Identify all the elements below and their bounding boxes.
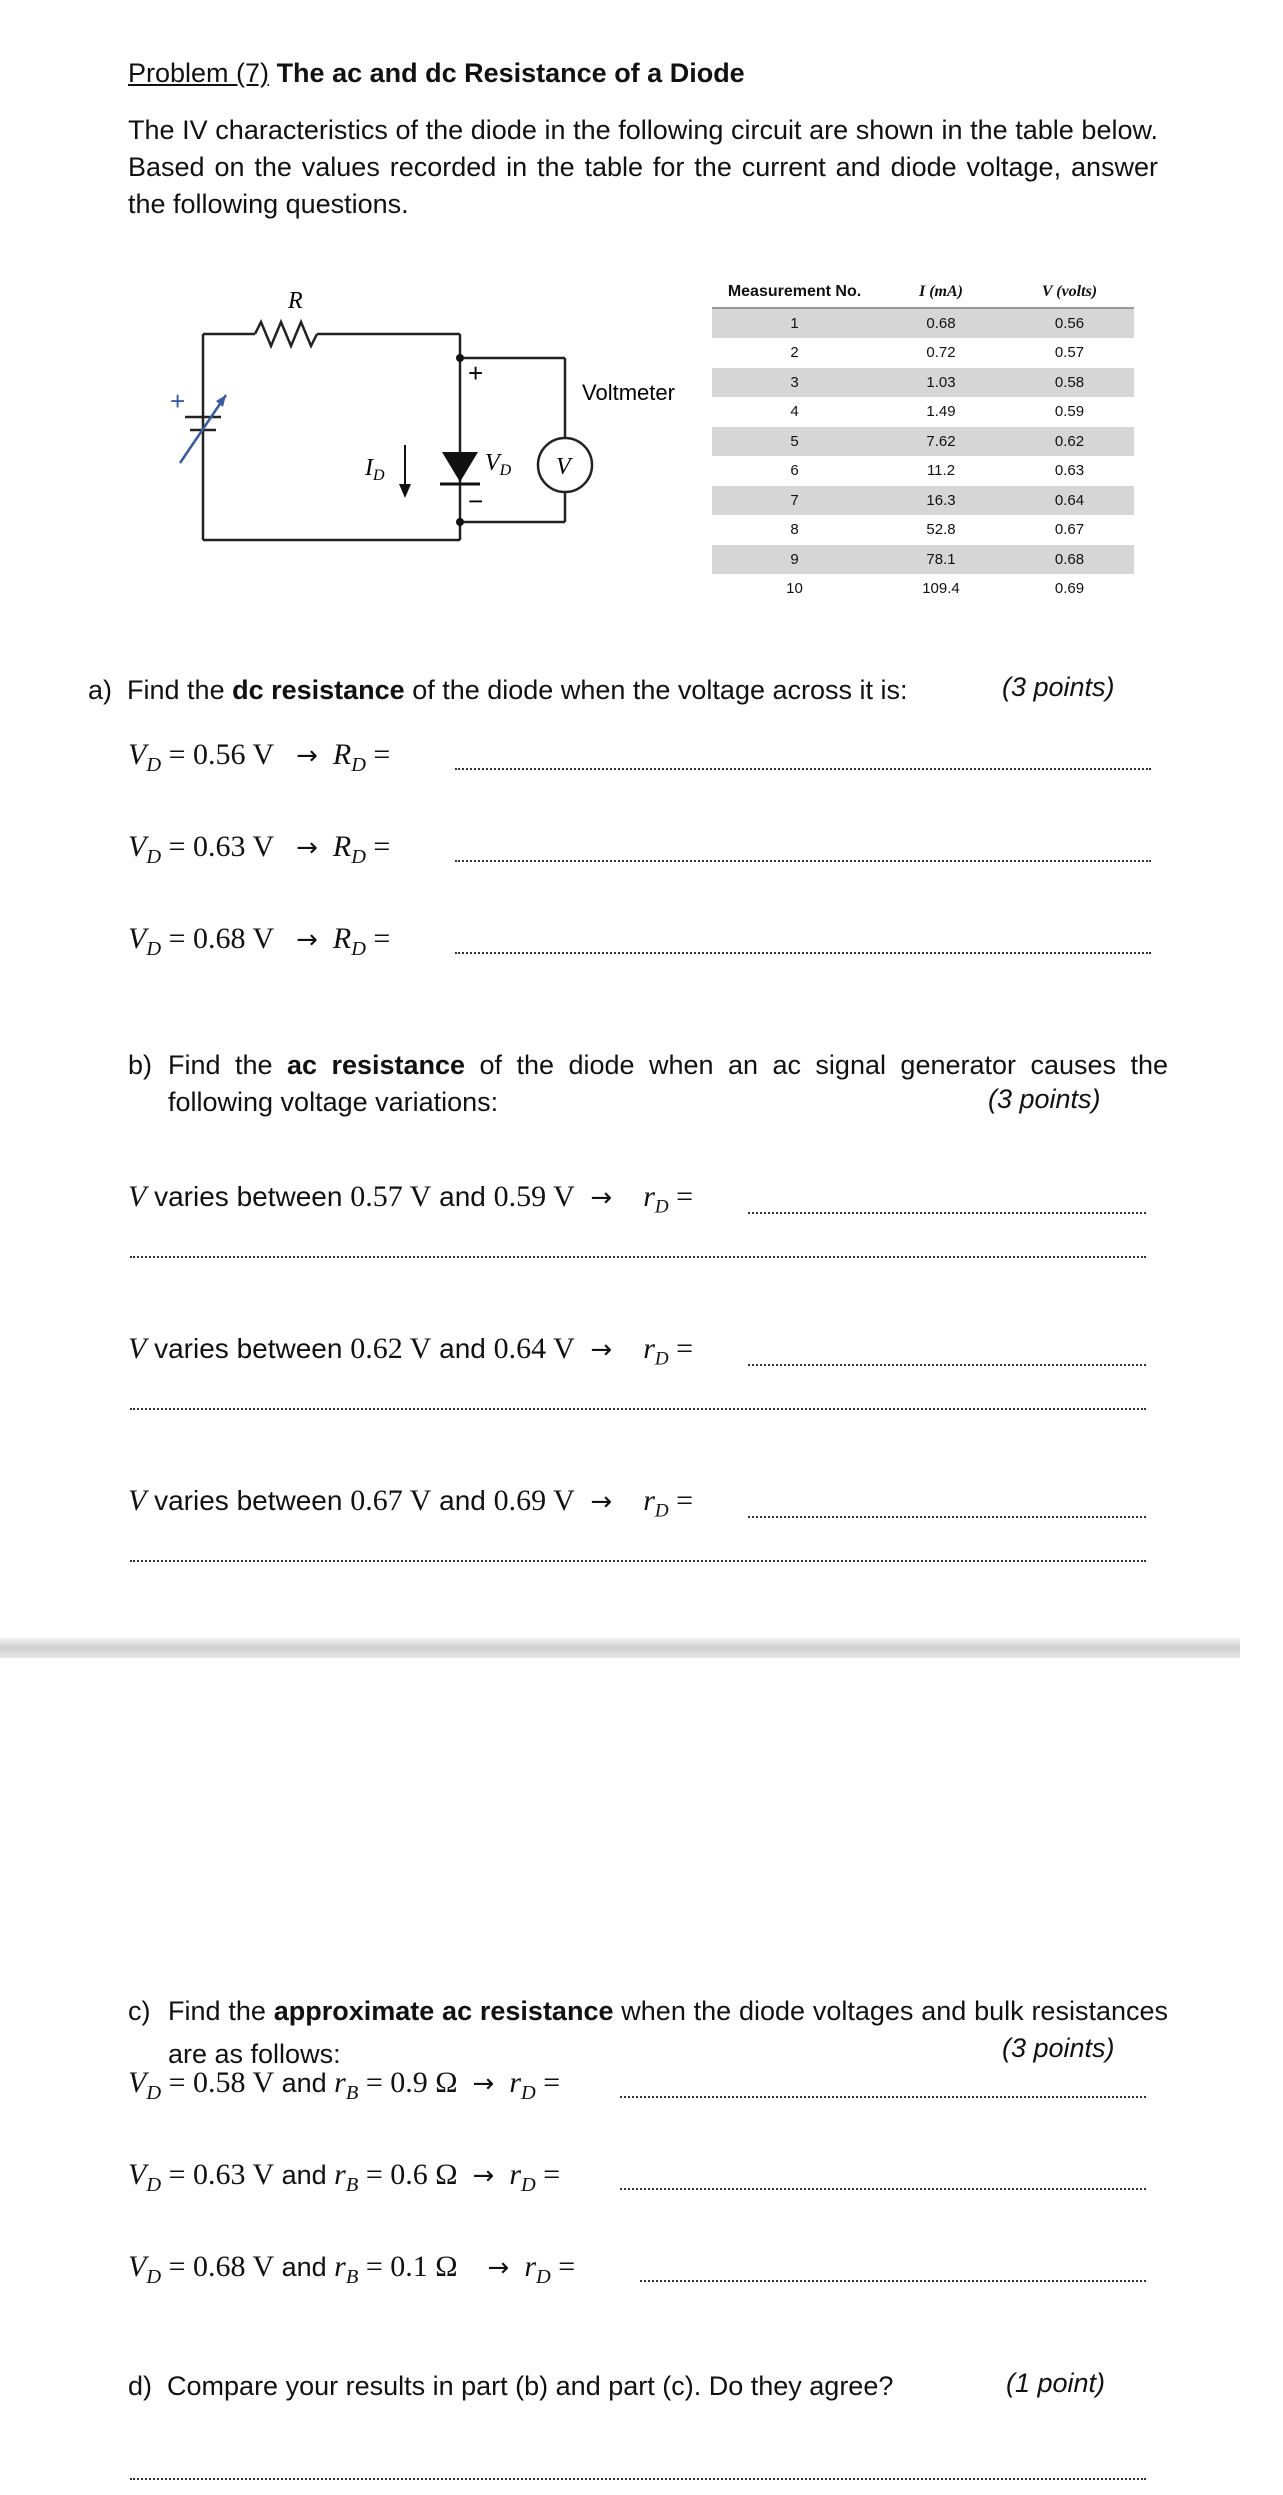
table-cell: 0.58 [1005, 368, 1134, 398]
part-b-question: b) Find the ac resistance of the diode when an ac signal generator causes the following voltage variations: [128, 1050, 1168, 1117]
table-cell: 3 [712, 368, 877, 398]
answer-line-a[interactable] [455, 952, 1151, 954]
part-b-points: (3 points) [988, 1084, 1101, 1114]
problem-title: The ac and dc Resistance of a Diode [276, 58, 745, 88]
battery-plus: + [170, 386, 186, 416]
table-cell: 0.59 [1054, 403, 1085, 421]
part-c-equation: $V_D = 0.63$ V and $r_B = 0.6$ $\Omega \to r_D$ = [128, 2158, 561, 2196]
table-cell: 0.57 [1054, 344, 1085, 362]
table-cell: 16.3 [877, 486, 1005, 516]
table-row [712, 545, 1134, 575]
part-a-equation: $V_D = 0.56$ V → $R_D$ = [128, 738, 391, 776]
answer-line-a[interactable] [455, 860, 1151, 862]
table-cell: 0.68 [1005, 545, 1134, 575]
current-label: $I_D$ [365, 455, 385, 484]
resistor-label: R [288, 288, 303, 314]
meter-symbol: V [556, 454, 571, 480]
answer-line-d[interactable] [130, 2478, 1146, 2480]
part-a-equation: $V_D = 0.68$ V → $R_D$ = [128, 922, 391, 960]
table-row [712, 368, 1134, 398]
problem-label: Problem (7) [128, 58, 270, 88]
answer-line-c[interactable] [620, 2096, 1146, 2098]
table-cell: 9 [712, 545, 877, 575]
table-cell: 0.69 [1054, 580, 1085, 598]
table-row [712, 486, 1134, 516]
part-c-equation: $V_D = 0.68$ V and $r_B = 0.1$ Ω → $r_D$ = [128, 2250, 576, 2288]
table-row [712, 308, 1134, 339]
part-b-equation: V varies between 0.62 V and 0.64 V → $r_D$ = [128, 1332, 694, 1370]
table-cell: 5 [712, 427, 877, 457]
part-b-equation: V varies between 0.67 V and 0.69 V → $r_D$ = [128, 1484, 694, 1522]
measurement-table [712, 277, 1134, 604]
answer-line-b[interactable] [748, 1516, 1146, 1518]
answer-line-c[interactable] [620, 2188, 1146, 2190]
problem-intro: The IV characteristics of the diode in the following circuit are shown in the table below. Based on the values recorded in the table for the current and diode voltage, answer the following questions. [128, 115, 1158, 219]
table-cell: 0.67 [1054, 521, 1085, 539]
table-cell: 52.8 [926, 521, 956, 539]
answer-line-b[interactable] [748, 1364, 1146, 1366]
page-separator [0, 1638, 1240, 1658]
table-cell: 7 [712, 486, 877, 516]
part-d-question: d) Compare your results in part (b) and part (c). Do they agree? [128, 2371, 894, 2401]
col-header-voltage: V (volts) [1005, 277, 1134, 308]
table-cell: 0.72 [926, 344, 956, 362]
part-d-points: (1 point) [1006, 2368, 1106, 2398]
table-cell: 7.62 [877, 427, 1005, 457]
table-cell: 0.62 [1005, 427, 1134, 457]
table-cell: 1.49 [926, 403, 956, 421]
table-row [712, 338, 1134, 368]
voltmeter-label: Voltmeter [582, 380, 675, 405]
table-cell: 109.4 [922, 580, 960, 598]
answer-line-c[interactable] [640, 2280, 1146, 2282]
diode-minus: − [468, 486, 484, 516]
table-cell: 1.03 [877, 368, 1005, 398]
table-cell: 11.2 [926, 462, 956, 480]
table-cell: 78.1 [877, 545, 1005, 575]
answer-line-b-extra[interactable] [130, 1408, 1146, 1410]
circuit-diagram [150, 270, 710, 560]
diode-symbol [442, 452, 478, 482]
table-cell: 8 [790, 521, 799, 539]
table-cell: 1 [712, 308, 877, 339]
answer-line-b-extra[interactable] [130, 1560, 1146, 1562]
table-cell: 4 [790, 403, 799, 421]
table-cell: 6 [790, 462, 799, 480]
answer-line-a[interactable] [455, 768, 1151, 770]
table-row [712, 456, 1134, 486]
table-row [712, 427, 1134, 457]
answer-line-b[interactable] [748, 1212, 1146, 1214]
table-cell: 10 [786, 580, 803, 598]
vd-label: $V_D$ [485, 450, 512, 479]
table-row [712, 515, 1134, 545]
table-row [712, 397, 1134, 427]
part-c-points: (3 points) [1002, 2033, 1115, 2063]
table-cell: 0.64 [1005, 486, 1134, 516]
col-header-measurement: Measurement No. [712, 277, 877, 308]
answer-line-b-extra[interactable] [130, 1256, 1146, 1258]
table-cell: 0.68 [877, 308, 1005, 339]
diode-plus: + [468, 358, 484, 388]
part-a-equation: $V_D = 0.63$ V → $R_D$ = [128, 830, 391, 868]
problem-heading [128, 55, 745, 92]
part-a-question: a) Find the dc resistance of the diode when the voltage across it is: [88, 675, 908, 705]
table-cell: 2 [790, 344, 799, 362]
table-row [712, 574, 1134, 604]
table-cell: 0.56 [1005, 308, 1134, 339]
col-header-current: I (mA) [877, 277, 1005, 308]
part-c-equation: $V_D = 0.58$ V and $r_B = 0.9$ $\Omega \to r_D$ = [128, 2066, 561, 2104]
part-b-equation: V varies between 0.57 V and 0.59 V → $r_D$ = [128, 1180, 694, 1218]
part-c-question: c) Find the approximate ac resistance when the diode voltages and bulk resistances are as follows: [128, 1996, 1168, 2069]
part-a-points: (3 points) [1002, 672, 1115, 702]
table-cell: 0.63 [1054, 462, 1085, 480]
